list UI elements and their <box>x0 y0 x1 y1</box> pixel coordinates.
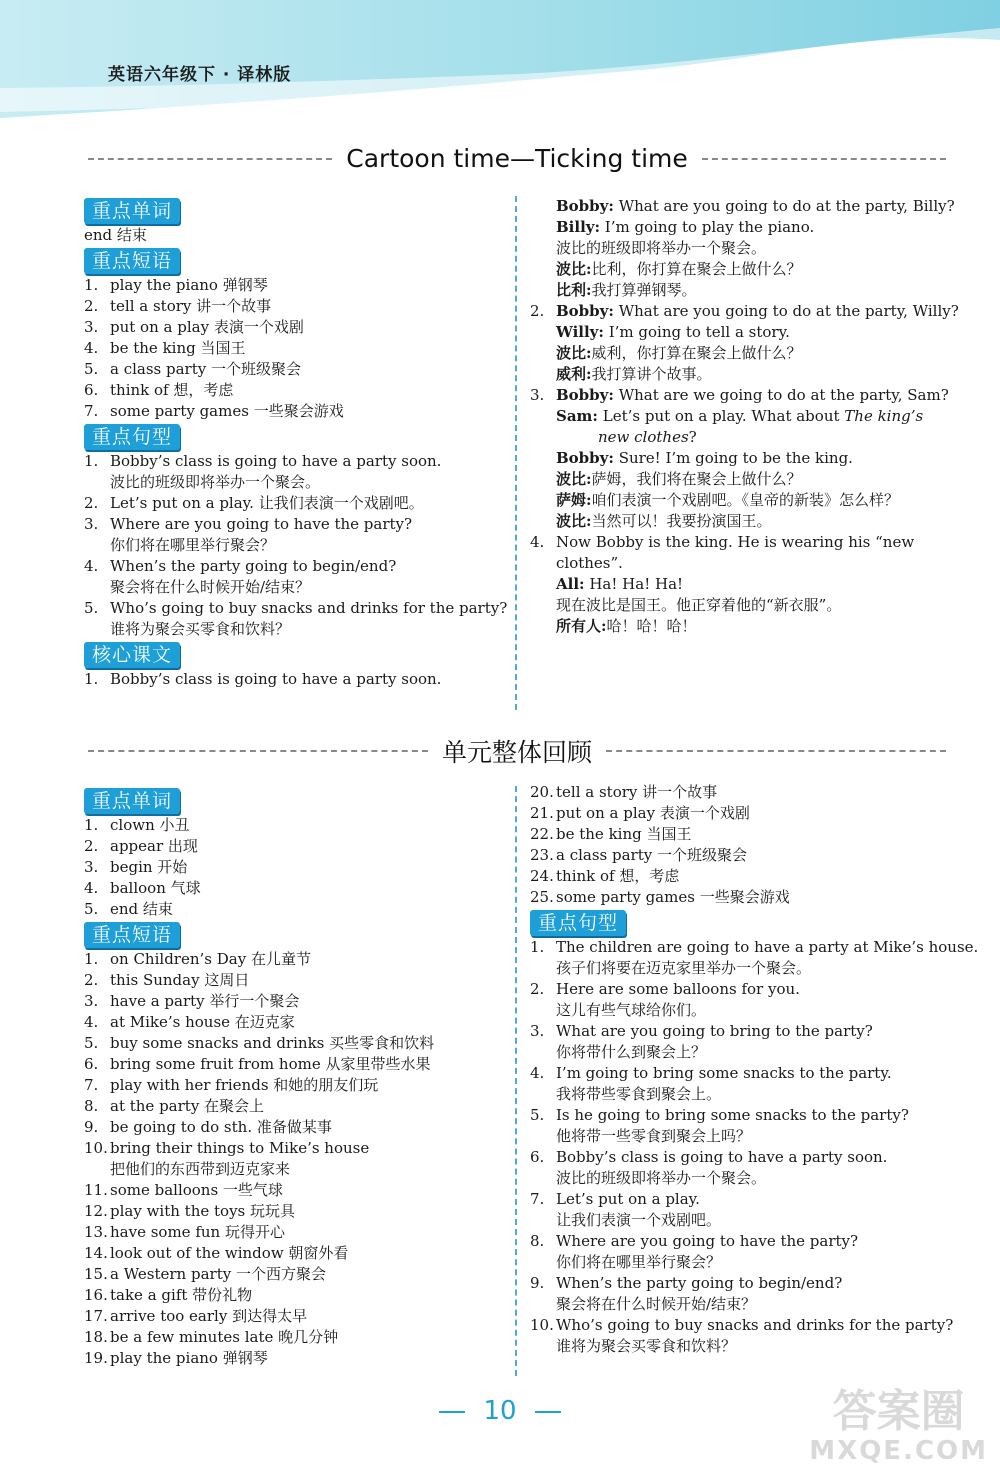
item-text: clown 小丑 <box>110 816 190 834</box>
list-item <box>84 1159 512 1180</box>
section2-left-column <box>84 786 512 1369</box>
item-number: 10. <box>84 1139 108 1157</box>
item-number: 2. <box>84 837 99 855</box>
dialogue-line: Bobby: What are you going to do at the party, Billy? <box>556 197 955 215</box>
list-item <box>84 878 512 899</box>
item-number: 5. <box>84 360 99 378</box>
item-text: tell a story 讲一个故事 <box>110 297 272 315</box>
sentence-item <box>530 1315 954 1336</box>
list-item <box>84 1096 512 1117</box>
section1-left-column <box>84 196 512 690</box>
translation-line: 波比:当然可以！我要扮演国王。 <box>556 512 772 530</box>
list-item <box>84 1180 512 1201</box>
list-item <box>530 782 950 803</box>
item-text: arrive too early 到达得太早 <box>110 1307 308 1325</box>
item-number: 3. <box>530 1022 545 1040</box>
list-item <box>84 1306 512 1327</box>
list-item <box>84 317 512 338</box>
sentence-zh: 让我们表演一个戏剧吧。 <box>556 1211 722 1229</box>
item-number: 22. <box>530 825 554 843</box>
item-number: 7. <box>84 1076 99 1094</box>
item-number: 23. <box>530 846 554 864</box>
item-text: appear 出现 <box>110 837 198 855</box>
list-item <box>84 380 512 401</box>
item-number: 13. <box>84 1223 108 1241</box>
item-number: 18. <box>84 1328 108 1346</box>
item-number: 4. <box>84 879 99 897</box>
item-number: 4. <box>84 557 99 575</box>
watermark-logo: 答案圈 MXQE.COM <box>809 1386 988 1466</box>
list-item <box>84 1201 512 1222</box>
tag-key-words: 重点单词 <box>84 198 180 224</box>
item-text: be the king 当国王 <box>110 339 246 357</box>
sentence-item <box>84 514 512 535</box>
sentence-en: What are you going to bring to the party? <box>556 1022 873 1040</box>
translation-line: 威利:我打算讲个故事。 <box>556 365 712 383</box>
dialogue-line: Sam: Let’s put on a play. What about The king’s <box>556 407 924 425</box>
item-text: have a party 举行一个聚会 <box>110 992 300 1010</box>
sentence-en: Let’s put on a play. 让我们表演一个戏剧吧。 <box>110 494 424 512</box>
item-text: some balloons 一些气球 <box>110 1181 283 1199</box>
list-item <box>530 845 950 866</box>
list-item <box>84 1075 512 1096</box>
item-number: 2. <box>84 971 99 989</box>
phrase-list <box>530 782 950 908</box>
translation-line: 波比:萨姆，我们将在聚会上做什么？ <box>556 470 802 488</box>
sentence-en: Where are you going to have the party? <box>556 1232 859 1250</box>
sentence-zh: 孩子们将要在迈克家里举办一个聚会。 <box>556 959 812 977</box>
item-text: 把他们的东西带到迈克家来 <box>110 1160 291 1178</box>
sentence-item <box>530 1105 950 1126</box>
item-number: 5. <box>84 900 99 918</box>
list-item <box>84 1327 512 1348</box>
item-number: 16. <box>84 1286 108 1304</box>
item-text: balloon 气球 <box>110 879 201 897</box>
item-text: at the party 在聚会上 <box>110 1097 265 1115</box>
list-item <box>84 1285 512 1306</box>
item-number: 6. <box>84 381 99 399</box>
item-number: 3. <box>84 515 99 533</box>
sentence-item <box>530 1063 950 1084</box>
sentence-zh: 波比的班级即将举办一个聚会。 <box>110 473 321 491</box>
item-number: 11. <box>84 1181 108 1199</box>
item-text: think of 想，考虑 <box>556 867 680 885</box>
list-item <box>84 275 512 296</box>
list-item <box>84 949 512 970</box>
item-text: be a few minutes late 晚几分钟 <box>110 1328 339 1346</box>
sentence-zh: 你们将在哪里举行聚会？ <box>556 1253 722 1271</box>
text-line: 1. Bobby’s class is going to have a party soon. <box>84 670 442 688</box>
sentence-item <box>530 1231 950 1252</box>
sentence-zh: 谁将为聚会买零食和饮料？ <box>110 620 291 638</box>
tag-key-words: 重点单词 <box>84 788 180 814</box>
sentence-en: When’s the party going to begin/end? <box>110 557 397 575</box>
sentence-item <box>84 556 512 577</box>
sentence-en: Who’s going to buy snacks and drinks for the party? <box>110 599 508 617</box>
item-number: 1. <box>84 452 99 470</box>
item-number: 6. <box>84 1055 99 1073</box>
list-item <box>84 338 512 359</box>
sentence-en: The children are going to have a party at Mike’s house. <box>556 938 979 956</box>
list-item <box>84 1033 512 1054</box>
list-item <box>530 866 950 887</box>
item-text: this Sunday 这周日 <box>110 971 250 989</box>
page-number: 10 <box>0 1396 1000 1426</box>
list-item <box>84 1348 512 1369</box>
sentence-en: Who’s going to buy snacks and drinks for the party? <box>556 1316 954 1334</box>
item-number: 5. <box>84 599 99 617</box>
item-text: bring some fruit from home 从家里带些水果 <box>110 1055 431 1073</box>
sentence-en: Let’s put on a play. <box>556 1190 700 1208</box>
sentence-en: When’s the party going to begin/end? <box>556 1274 843 1292</box>
item-number: 20. <box>530 783 554 801</box>
sentence-zh: 你将带什么到聚会上？ <box>556 1043 707 1061</box>
item-text: put on a play 表演一个戏剧 <box>110 318 304 336</box>
item-number: 5. <box>530 1106 545 1124</box>
item-text: play with the toys 玩玩具 <box>110 1202 296 1220</box>
sentence-en: Is he going to bring some snacks to the party? <box>556 1106 909 1124</box>
item-number: 5. <box>84 1034 99 1052</box>
item-number: 9. <box>530 1274 545 1292</box>
sentence-en: Here are some balloons for you. <box>556 980 800 998</box>
item-text: a class party 一个班级聚会 <box>556 846 748 864</box>
item-text: some party games 一些聚会游戏 <box>110 402 344 420</box>
list-item <box>530 887 950 908</box>
dialogue-line: All: Ha! Ha! Ha! <box>556 575 684 593</box>
item-number: 1. <box>530 938 545 956</box>
sentence-zh: 聚会将在什么时候开始/结束？ <box>110 578 311 596</box>
item-number: 3. <box>84 858 99 876</box>
item-number: 7. <box>84 402 99 420</box>
item-number: 4. <box>84 1013 99 1031</box>
item-text: a class party 一个班级聚会 <box>110 360 302 378</box>
dialogue-line: Bobby: Sure! I’m going to be the king. <box>556 449 853 467</box>
book-title: 英语六年级下 · 译林版 <box>108 65 292 85</box>
sentence-en: I’m going to bring some snacks to the party. <box>556 1064 892 1082</box>
column-divider <box>515 196 517 710</box>
tag-core-text: 核心课文 <box>84 642 180 668</box>
item-text: at Mike’s house 在迈克家 <box>110 1013 295 1031</box>
sentence-item <box>530 1147 950 1168</box>
translation-line: 波比:威利，你打算在聚会上做什么？ <box>556 344 802 362</box>
tag-key-phrases: 重点短语 <box>84 248 180 274</box>
section-title: 单元整体回顾 <box>442 738 593 767</box>
tag-key-sentences: 重点句型 <box>84 424 180 450</box>
item-number: 3. <box>84 318 99 336</box>
sentence-item <box>84 598 512 619</box>
section-title: Cartoon time—Ticking time <box>346 144 688 173</box>
narration-line: 4. Now Bobby is the king. He is wearing his “new <box>530 533 915 551</box>
item-text: buy some snacks and drinks 买些零食和饮料 <box>110 1034 435 1052</box>
sentence-item <box>530 1189 950 1210</box>
item-number: 4. <box>530 1064 545 1082</box>
sentence-zh: 他将带一些零食到聚会上吗？ <box>556 1127 752 1145</box>
item-text: play the piano 弹钢琴 <box>110 1349 268 1367</box>
list-item <box>84 857 512 878</box>
sentence-zh: 谁将为聚会买零食和饮料？ <box>556 1337 737 1355</box>
list-item <box>84 401 512 422</box>
item-number: 17. <box>84 1307 108 1325</box>
item-text: be the king 当国王 <box>556 825 692 843</box>
phrase-list <box>84 275 512 422</box>
translation-line: 现在波比是国王。他正穿着他的“新衣服”。 <box>556 596 842 614</box>
item-number: 12. <box>84 1202 108 1220</box>
sentence-zh: 这儿有些气球给你们。 <box>556 1001 707 1019</box>
sentence-item <box>530 979 950 1000</box>
dialogue-line: Billy: I’m going to play the piano. <box>556 218 815 236</box>
sentence-en: Where are you going to have the party? <box>110 515 413 533</box>
list-item <box>84 1243 512 1264</box>
item-number: 3. <box>84 992 99 1010</box>
item-text: end 结束 <box>110 900 173 918</box>
sentence-zh: 我将带些零食到聚会上。 <box>556 1085 722 1103</box>
item-number: 10. <box>530 1316 554 1334</box>
translation-line: 萨姆:咱们表演一个戏剧吧。《皇帝的新装》怎么样？ <box>556 491 900 509</box>
item-text: think of 想，考虑 <box>110 381 234 399</box>
narration-line: clothes”. <box>556 554 623 572</box>
section-heading-cartoon-time <box>88 144 946 173</box>
section1-right-column <box>530 196 959 637</box>
item-number: 4. <box>84 339 99 357</box>
sentence-item <box>530 1021 950 1042</box>
list-item <box>84 1222 512 1243</box>
sentence-list <box>84 451 512 640</box>
list-item <box>84 1138 512 1159</box>
item-text: some party games 一些聚会游戏 <box>556 888 790 906</box>
list-item <box>84 970 512 991</box>
dialogue-line: 2. Bobby: What are you going to do at the party, Willy? <box>530 302 959 320</box>
translation-line: 比利:我打算弹钢琴。 <box>556 281 697 299</box>
sentence-item <box>530 937 979 958</box>
tag-key-phrases: 重点短语 <box>84 922 180 948</box>
list-item <box>84 359 512 380</box>
sentence-en: Bobby’s class is going to have a party soon. <box>556 1148 888 1166</box>
list-item <box>84 899 512 920</box>
item-number: 1. <box>84 950 99 968</box>
list-item <box>84 991 512 1012</box>
item-number: 8. <box>84 1097 99 1115</box>
item-number: 1. <box>84 816 99 834</box>
item-text: look out of the window 朝窗外看 <box>110 1244 349 1262</box>
sentence-zh: 聚会将在什么时候开始/结束？ <box>556 1295 757 1313</box>
item-number: 8. <box>530 1232 545 1250</box>
list-item <box>530 824 950 845</box>
sentence-item <box>530 1273 950 1294</box>
item-text: on Children’s Day 在儿童节 <box>110 950 311 968</box>
item-text: take a gift 带份礼物 <box>110 1286 253 1304</box>
item-number: 2. <box>84 494 99 512</box>
list-item <box>84 1054 512 1075</box>
item-text: have some fun 玩得开心 <box>110 1223 285 1241</box>
section2-right-column <box>530 782 979 1357</box>
list-item <box>84 1117 512 1138</box>
item-number: 19. <box>84 1349 108 1367</box>
dialogue-line: Willy: I’m going to tell a story. <box>556 323 790 341</box>
item-number: 6. <box>530 1148 545 1166</box>
item-number: 2. <box>530 980 545 998</box>
list-item <box>84 815 512 836</box>
item-text: tell a story 讲一个故事 <box>556 783 718 801</box>
list-item <box>530 803 950 824</box>
list-item <box>84 836 512 857</box>
sentence-en: Bobby’s class is going to have a party soon. <box>110 452 442 470</box>
translation-line: 所有人:哈！哈！哈！ <box>556 617 697 635</box>
item-number: 7. <box>530 1190 545 1208</box>
item-number: 21. <box>530 804 554 822</box>
translation-line: 波比的班级即将举办一个聚会。 <box>556 239 767 257</box>
item-text: begin 开始 <box>110 858 188 876</box>
item-text: a Western party 一个西方聚会 <box>110 1265 326 1283</box>
item-number: 14. <box>84 1244 108 1262</box>
list-item <box>84 1264 512 1285</box>
list-item <box>84 1012 512 1033</box>
translation-line: 波比:比利，你打算在聚会上做什么？ <box>556 260 802 278</box>
item-text: play the piano 弹钢琴 <box>110 276 268 294</box>
sentence-item <box>84 493 512 514</box>
column-divider <box>515 786 517 1376</box>
item-text: put on a play 表演一个戏剧 <box>556 804 750 822</box>
item-number: 1. <box>84 276 99 294</box>
phrase-list <box>84 949 512 1369</box>
item-number: 25. <box>530 888 554 906</box>
sentence-list <box>530 937 979 1357</box>
list-item <box>84 296 512 317</box>
item-text: be going to do sth. 准备做某事 <box>110 1118 332 1136</box>
item-number: 15. <box>84 1265 108 1283</box>
sentence-zh: 波比的班级即将举办一个聚会。 <box>556 1169 767 1187</box>
item-number: 9. <box>84 1118 99 1136</box>
item-text: bring their things to Mike’s house <box>110 1139 370 1157</box>
item-number <box>84 1159 110 1180</box>
tag-key-sentences: 重点句型 <box>530 910 626 936</box>
dialogue-line: new clothes? <box>598 428 697 446</box>
sentence-zh: 你们将在哪里举行聚会？ <box>110 536 276 554</box>
section-heading-unit-review <box>88 733 946 769</box>
word-list <box>84 815 512 920</box>
item-text: play with her friends 和她的朋友们玩 <box>110 1076 379 1094</box>
dialogue-line: 3. Bobby: What are we going to do at the party, Sam? <box>530 386 949 404</box>
item-number: 2. <box>84 297 99 315</box>
sentence-item <box>84 451 512 472</box>
item-number: 24. <box>530 867 554 885</box>
word-item: end 结束 <box>84 226 147 244</box>
